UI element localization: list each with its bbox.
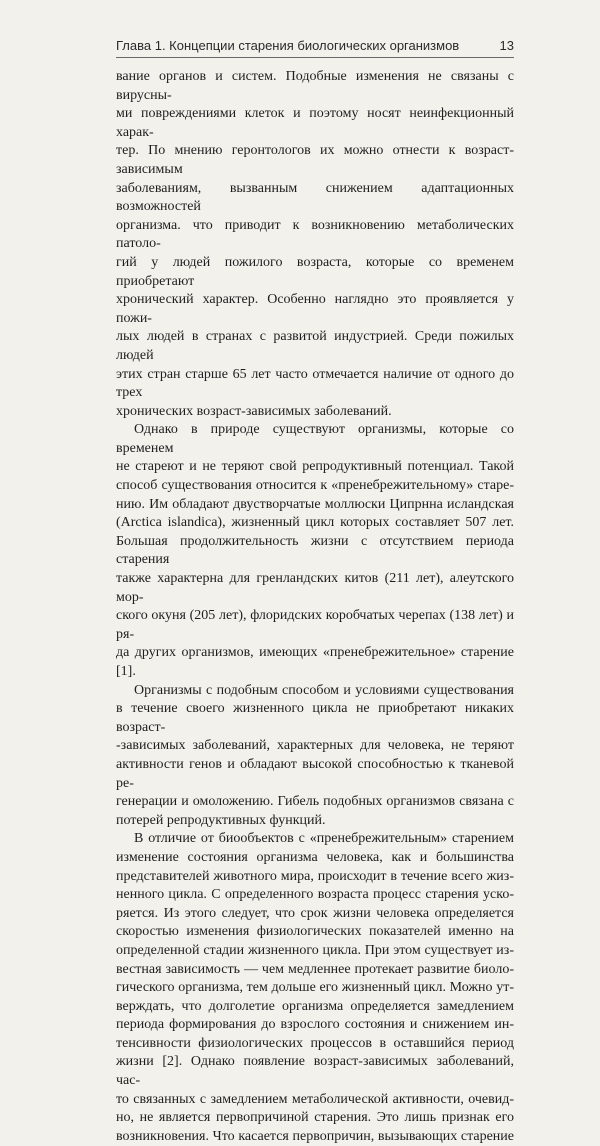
page-number: 13 bbox=[499, 38, 514, 53]
text-line: определенной стадии жизненного цикла. При этом существует из- bbox=[116, 942, 514, 958]
text-line: ми повреждениями клеток и поэтому носят неинфекционный харак- bbox=[116, 106, 514, 140]
header-rule bbox=[116, 57, 514, 58]
text-line: периода формирования до взрослого состояния и снижением ин- bbox=[116, 1017, 514, 1033]
text-line: изменение состояния организма человека, как и большинства bbox=[116, 849, 514, 865]
text-line: да других организмов, имеющих «пренебрежительное» старение [1]. bbox=[116, 645, 514, 679]
text-line: жизни [2]. Однако появление возраст-зависимых заболеваний, час- bbox=[116, 1054, 514, 1089]
text-line: хронический характер. Особенно наглядно это проявляется у пожи- bbox=[116, 292, 514, 326]
text-line: заболеваниям, вызванным снижением адаптационных возможностей bbox=[116, 180, 514, 215]
text-line: гий у людей пожилого возраста, которые со временем приобретают bbox=[116, 254, 514, 289]
text-line: возникновения. Что касается первопричин, вызывающих старение bbox=[116, 1128, 514, 1144]
text-line: Организмы с подобным способом и условиями существования bbox=[134, 682, 514, 698]
text-line: ряется. Из этого следует, что срок жизни человека определяется bbox=[116, 905, 514, 921]
text-line: вание органов и систем. Подобные изменения не связаны с вирусны- bbox=[116, 69, 514, 103]
text-line: хронических возраст-зависимых заболеваний. bbox=[116, 403, 392, 419]
text-line: (Arctica islandica), жизненный цикл которых составляет 507 лет. bbox=[116, 515, 514, 531]
text-line: этих стран старше 65 лет часто отмечается наличие от одного до трех bbox=[116, 366, 514, 401]
text-line: вестная зависимость — чем медленнее протекает развитие биоло- bbox=[116, 961, 514, 977]
text-line: потерей репродуктивных функций. bbox=[116, 812, 326, 828]
text-line: Однако в природе существуют организмы, которые со временем bbox=[116, 422, 514, 456]
text-line: также характерна для гренландских китов (211 лет), алеутского мор- bbox=[116, 571, 514, 605]
text-line: то связанных с замедлением метаболической активности, очевид- bbox=[116, 1091, 514, 1107]
text-line: В отличие от биообъектов с «пренебрежительным» старением bbox=[134, 831, 514, 847]
text-line: в течение своего жизненного цикла не приобретают никаких возраст- bbox=[116, 701, 514, 735]
text-line: генерации и омоложению. Гибель подобных организмов связана с bbox=[116, 794, 514, 810]
text-line: скоростью изменения физиологических показателей именно на bbox=[116, 924, 514, 940]
body-text bbox=[116, 68, 514, 1146]
text-line: верждать, что долголетие организма определяется замедлением bbox=[116, 998, 514, 1014]
text-line: активности генов и обладают высокой способностью к тканевой ре- bbox=[116, 756, 514, 791]
text-line: нию. Им обладают двустворчатые моллюски Ципрнна исландская bbox=[116, 496, 514, 512]
text-line: организма. что приводит к возникновению метаболических патоло- bbox=[116, 217, 514, 252]
text-line: представителей животного мира, происходит в течение всего жиз- bbox=[116, 868, 514, 884]
running-title: Глава 1. Концепции старения биологических организмов bbox=[116, 38, 460, 53]
text-line: гического организма, тем дольше его жизненный цикл. Можно ут- bbox=[116, 980, 514, 996]
text-line: -зависимых заболеваний, характерных для человека, не теряют bbox=[116, 738, 514, 754]
text-line: лых людей в странах с развитой индустрией. Среди пожилых людей bbox=[116, 329, 514, 363]
text-line: но, не является первопричиной старения. Это лишь признак его bbox=[116, 1110, 514, 1126]
text-line: способ существования относится к «пренебрежительному» старе- bbox=[116, 478, 514, 494]
text-line: тер. По мнению геронтологов их можно отнести к возраст-зависимым bbox=[116, 143, 514, 177]
text-line: Большая продолжительность жизни с отсутствием периода старения bbox=[116, 533, 514, 568]
text-line: тенсивности физиологических процессов в оставшийся период bbox=[116, 1035, 514, 1051]
running-header bbox=[116, 38, 514, 53]
text-line: не стареют и не теряют свой репродуктивный потенциал. Такой bbox=[116, 459, 514, 475]
text-line: ненного цикла. С определенного возраста процесс старения уско- bbox=[116, 887, 514, 903]
text-line: ского окуня (205 лет), флоридских коробчатых черепах (138 лет) и ря- bbox=[116, 608, 514, 642]
